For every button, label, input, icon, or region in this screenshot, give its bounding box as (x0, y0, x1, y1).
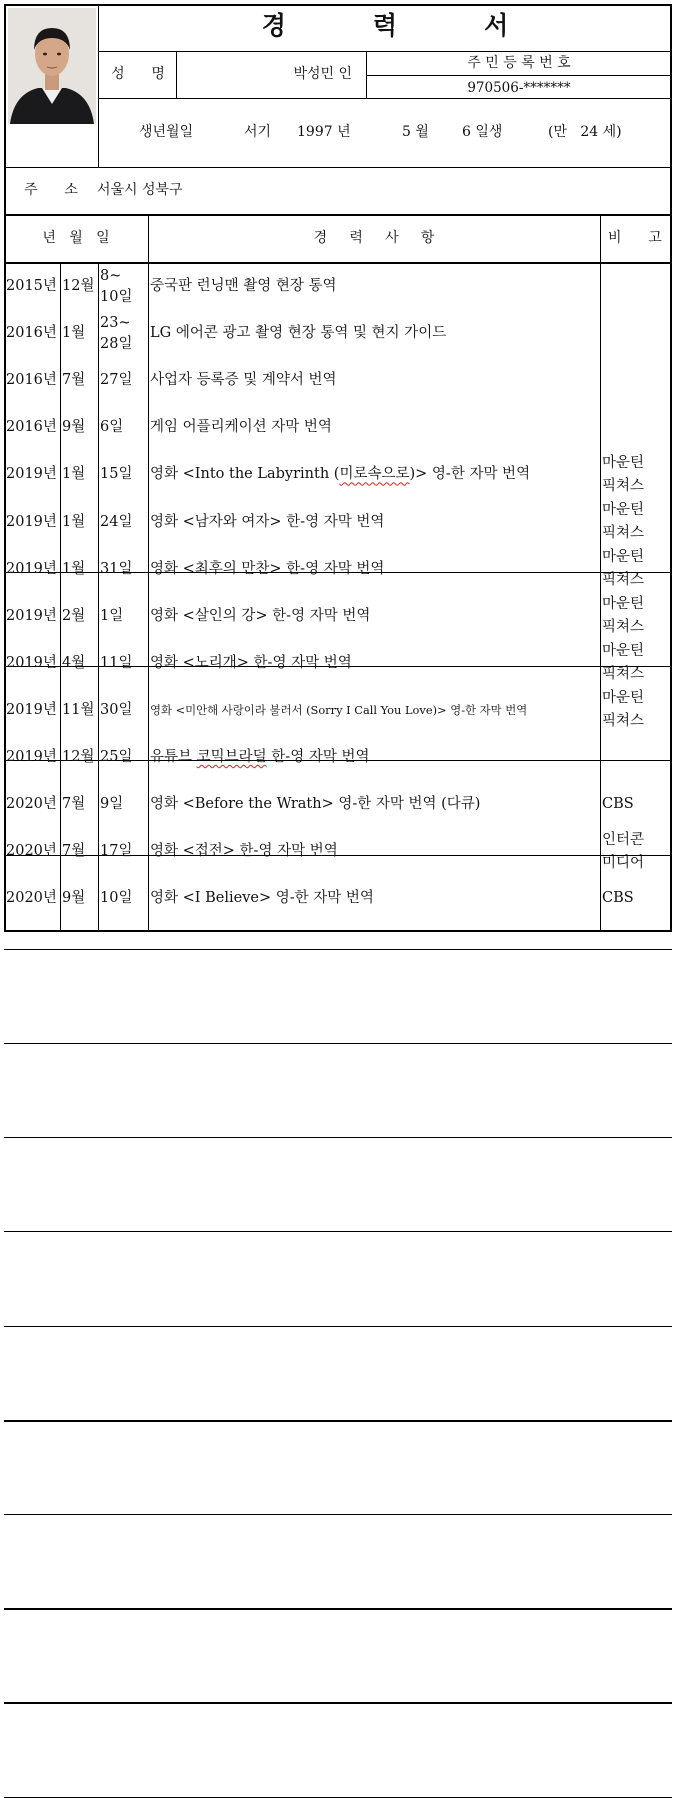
row-month: 1월 (62, 513, 86, 530)
row-description (150, 451, 600, 498)
profile-photo (8, 8, 96, 124)
row-day: 10일 (100, 890, 133, 907)
row-month: 9월 (62, 419, 86, 436)
row-month: 12월 (62, 749, 95, 766)
row-remarks (602, 734, 672, 781)
spellcheck-marked-word: 미로속으로 (339, 466, 410, 483)
row-description: 영화 <남자와 여자> 한-영 자막 번역 (150, 513, 385, 530)
row-year: 2019년 (6, 749, 57, 766)
row-year: 2019년 (6, 466, 57, 483)
name-value: 박성민 인 (293, 66, 352, 82)
row-year: 2019년 (6, 654, 57, 671)
birth-age: (만 24 세) (548, 124, 622, 140)
row-month: 1월 (62, 560, 86, 577)
row-year: 2019년 (6, 560, 57, 577)
header-remarks: 비 고 (608, 230, 662, 246)
description-part: )> 영-한 자막 번역 (409, 466, 531, 483)
row-description (150, 734, 600, 781)
address-label: 주 소 (24, 182, 78, 198)
row-month: 7월 (62, 843, 86, 860)
row-year: 2019년 (6, 513, 57, 530)
row-remarks: 마운틴 픽쳐스 (602, 643, 645, 683)
row-description: 영화 <최후의 만찬> 한-영 자막 번역 (150, 560, 385, 577)
row-day: 17일 (100, 843, 133, 860)
row-description: 영화 <노리개> 한-영 자막 번역 (150, 654, 352, 671)
row-day: 1일 (100, 607, 124, 624)
row-month: 2월 (62, 607, 86, 624)
birth-era: 서기 (244, 124, 272, 140)
row-year: 2016년 (6, 372, 57, 389)
row-description: LG 에어콘 광고 촬영 현장 통역 및 현지 가이드 (150, 325, 447, 342)
row-month: 7월 (62, 372, 86, 389)
row-remarks: CBS (602, 890, 634, 907)
row-day: 15일 (100, 466, 133, 483)
row-year: 2015년 (6, 278, 57, 295)
table-row (0, 404, 677, 451)
row-month: 9월 (62, 890, 86, 907)
spellcheck-marked-word: 코믹브라덜 (196, 749, 267, 766)
birth-month: 5 월 (402, 124, 429, 140)
row-remarks: 마운틴 픽쳐스 (602, 502, 645, 542)
table-row (0, 310, 677, 357)
table-row (0, 828, 677, 875)
row-remarks (602, 310, 672, 357)
table-row (0, 593, 677, 640)
row-description: 사업자 등록증 및 계약서 번역 (150, 372, 337, 389)
table-row (0, 499, 677, 546)
row-month: 4월 (62, 654, 86, 671)
row-month: 11월 (62, 701, 95, 718)
row-remarks: 마운틴 픽쳐스 (602, 596, 645, 636)
row-remarks (602, 404, 672, 451)
row-year: 2020년 (6, 890, 57, 907)
row-description: 중국판 런닝맨 촬영 현장 통역 (150, 278, 337, 295)
description-part: 영화 <Into the Labyrinth ( (150, 466, 340, 483)
row-remarks (602, 357, 672, 404)
row-month: 1월 (62, 466, 86, 483)
row-day: 31일 (100, 560, 133, 577)
name-label: 성 명 (111, 66, 165, 82)
row-description: 영화 <미안해 사랑이라 불러서 (Sorry I Call You Love)> 영-한 자막 번역 (150, 702, 528, 717)
row-remarks (602, 263, 672, 310)
row-remarks: 마운틴 픽쳐스 (602, 454, 645, 494)
row-description: 영화 <살인의 강> 한-영 자막 번역 (150, 607, 371, 624)
rrn-value: 970506-******* (467, 80, 571, 96)
row-day: 30일 (100, 701, 133, 718)
header-details: 경 력 사 항 (313, 230, 435, 246)
table-row (0, 640, 677, 687)
header-date: 년 월 일 (42, 230, 110, 246)
row-day: 27일 (100, 372, 133, 389)
row-year: 2016년 (6, 419, 57, 436)
birth-year: 1997 년 (297, 124, 351, 140)
person-portrait-icon (8, 8, 96, 124)
table-row (0, 781, 677, 828)
rrn-label: 주 민 등 록 번 호 (467, 55, 571, 71)
row-month: 7월 (62, 796, 86, 813)
address-value: 서울시 성북구 (97, 182, 183, 198)
row-day: 9일 (100, 796, 124, 813)
row-description: 영화 <Before the Wrath> 영-한 자막 번역 (다큐) (150, 796, 481, 813)
row-month: 12월 (62, 278, 95, 295)
description-part: 유튜브 (150, 749, 197, 766)
row-year: 2020년 (6, 843, 57, 860)
birth-label: 생년월일 (139, 124, 194, 140)
row-remarks: 마운틴 픽쳐스 (602, 549, 645, 589)
row-remarks: 인터콘 미디어 (602, 831, 645, 871)
description-part: 한-영 자막 번역 (266, 749, 370, 766)
row-description: 영화 <접전> 한-영 자막 번역 (150, 843, 338, 860)
row-remarks: CBS (602, 796, 634, 813)
row-description: 게임 어플리케이션 자막 번역 (150, 419, 332, 436)
row-day: 23~ 28일 (100, 314, 133, 352)
row-description: 영화 <I Believe> 영-한 자막 번역 (150, 890, 374, 907)
row-day: 25일 (100, 749, 133, 766)
row-day: 8~ 10일 (100, 267, 133, 305)
row-year: 2019년 (6, 701, 57, 718)
row-year: 2016년 (6, 325, 57, 342)
row-month: 1월 (62, 325, 86, 342)
row-remarks: 마운틴 픽쳐스 (602, 690, 645, 730)
table-row (0, 875, 677, 922)
document-title: 경 력 서 (261, 11, 509, 40)
row-day: 11일 (100, 654, 133, 671)
table-row (0, 357, 677, 404)
table-row (0, 734, 677, 781)
table-row (0, 451, 677, 498)
table-row (0, 263, 677, 310)
row-day: 6일 (100, 419, 124, 436)
birth-day: 6 일생 (462, 124, 503, 140)
table-row (0, 687, 677, 734)
table-row (0, 546, 677, 593)
row-year: 2020년 (6, 796, 57, 813)
row-day: 24일 (100, 513, 133, 530)
row-year: 2019년 (6, 607, 57, 624)
